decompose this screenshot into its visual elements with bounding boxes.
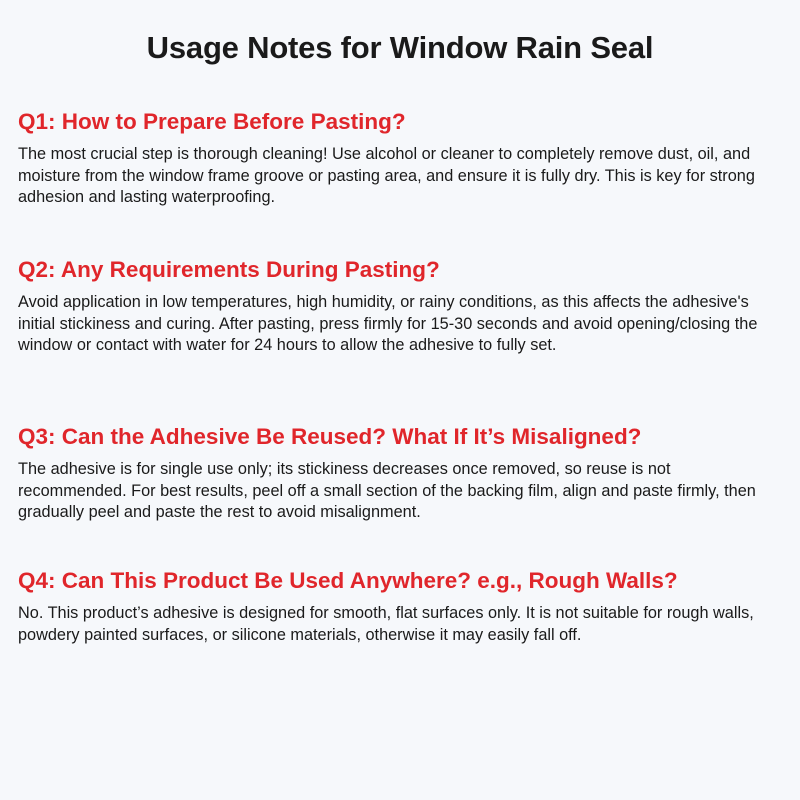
answer-2: Avoid application in low temperatures, high humidity, or rainy conditions, as this affects the adhesive's initial stickiness and curing. After pasting, press firmly for 15-30 seconds and avoid opening/closing the window or contact with water for 24 hours to allow the adhesive to fully set.: [18, 293, 758, 354]
answer-4: No. This product’s adhesive is designed for smooth, flat surfaces only. It is not suitable for rough walls, powdery painted surfaces, or silicone materials, otherwise it may easily fall off.: [18, 604, 754, 644]
qa-section-2: [18, 256, 782, 357]
qa-section-3: [18, 423, 782, 524]
answer-3: The adhesive is for single use only; its stickiness decreases once removed, so reuse is not recommended. For best results, peel off a small section of the backing film, align and paste firmly, then gradually peel and paste the rest to avoid misalignment.: [18, 460, 756, 521]
qa-section-1: [18, 108, 782, 209]
question-4: Q4: Can This Product Be Used Anywhere? e.g., Rough Walls?: [18, 568, 678, 593]
question-1: Q1: How to Prepare Before Pasting?: [18, 109, 406, 134]
qa-section-4: [18, 567, 782, 646]
question-2: Q2: Any Requirements During Pasting?: [18, 257, 440, 282]
question-3: Q3: Can the Adhesive Be Reused? What If It’s Misaligned?: [18, 424, 642, 449]
answer-1: The most crucial step is thorough cleaning! Use alcohol or cleaner to completely remove dust, oil, and moisture from the window frame groove or pasting area, and ensure it is fully dry. This is key for strong adhesion and lasting waterproofing.: [18, 145, 755, 206]
page-title: Usage Notes for Window Rain Seal: [146, 30, 654, 65]
